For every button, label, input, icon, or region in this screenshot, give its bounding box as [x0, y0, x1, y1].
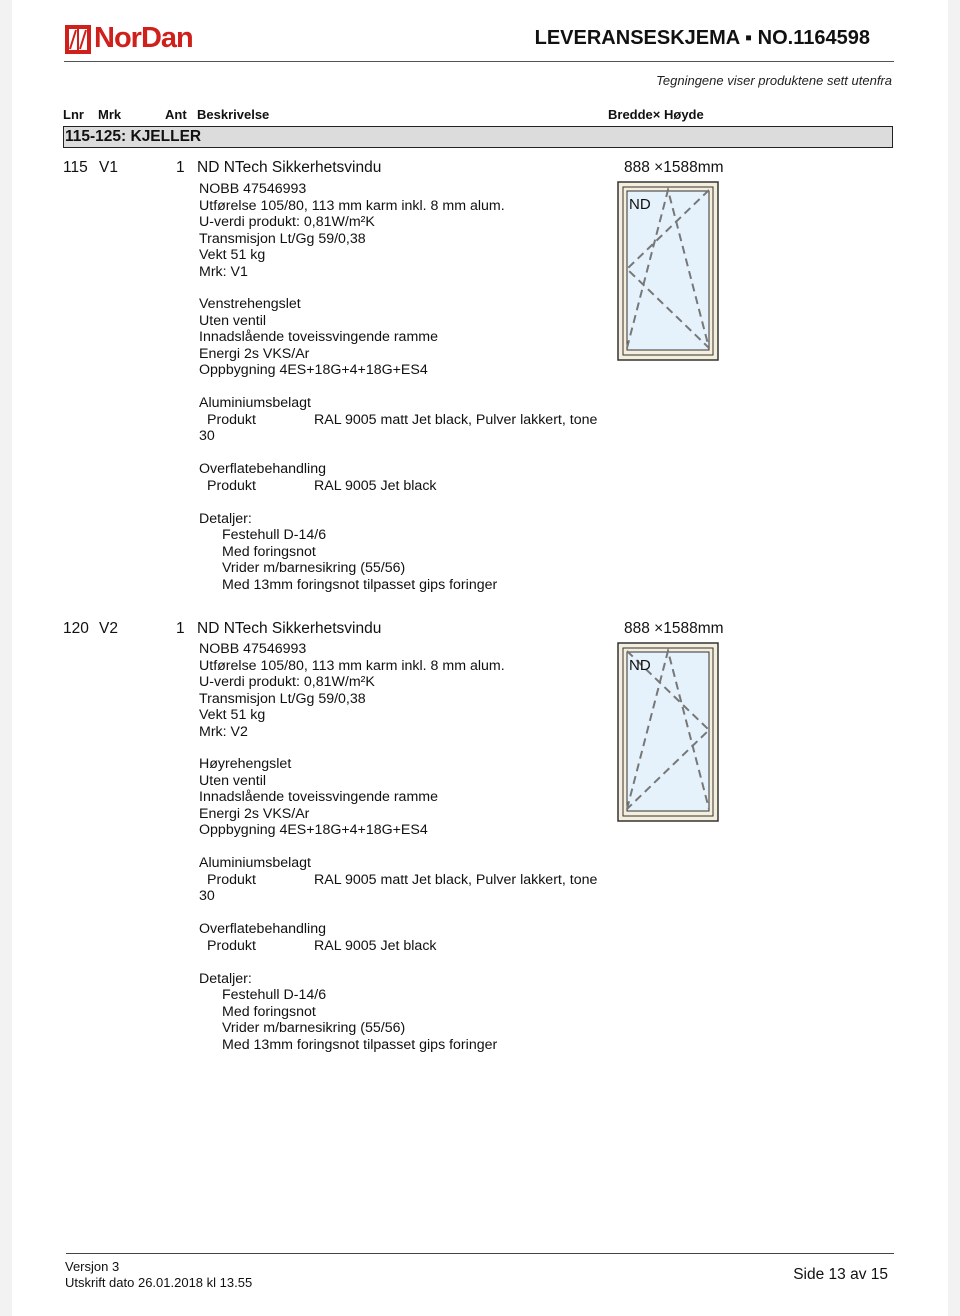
item-ant: 1 [176, 159, 185, 176]
document-page [12, 0, 948, 1316]
item-size: 888 ×1588mm [624, 620, 724, 637]
brand-name: NorDan [94, 22, 193, 54]
logo-window-icon [64, 22, 94, 56]
detail-line: Festehull D-14/6 [222, 527, 327, 543]
surface-label: Produkt [207, 938, 256, 954]
section-title: 115-125: KJELLER [65, 128, 202, 145]
surface-label: Produkt [207, 478, 256, 494]
item-lnr: 120 [63, 620, 89, 637]
nordan-logo [64, 22, 193, 56]
option-line: Høyrehengslet [199, 756, 292, 772]
option-line: Energi 2s VKS/Ar [199, 805, 310, 822]
column-header-beskrivelse: Beskrivelse [197, 107, 270, 122]
option-line: Venstrehengslet [199, 296, 301, 312]
item-specs [199, 641, 505, 741]
spec-line: Vekt 51 kg [199, 707, 266, 724]
aluminium-tone: 30 [199, 888, 215, 904]
aluminium-tone: 30 [199, 428, 215, 444]
detail-line: Med 13mm foringsnot tilpasset gips foringer [222, 576, 498, 593]
aluminium-value: RAL 9005 matt Jet black, Pulver lakkert, tone [314, 872, 598, 888]
option-line: Oppbygning 4ES+18G+4+18G+ES4 [199, 362, 428, 379]
column-header-ant: Ant [165, 107, 187, 122]
spec-line: Mrk: V1 [199, 263, 248, 280]
item-mrk: V2 [99, 620, 118, 637]
item-options [199, 756, 438, 839]
spec-line: NOBB 47546993 [199, 641, 307, 657]
window-drawing [617, 181, 719, 361]
option-line: Innadslående toveissvingende ramme [199, 329, 438, 346]
option-line: Uten ventil [199, 772, 267, 789]
spec-line: U-verdi produkt: 0,81W/m²K [199, 214, 375, 231]
item-mrk: V1 [99, 159, 118, 176]
surface-value: RAL 9005 Jet black [314, 478, 437, 494]
item-options [199, 296, 438, 379]
item-size: 888 ×1588mm [624, 159, 724, 176]
section-header [63, 126, 893, 148]
option-line: Uten ventil [199, 312, 267, 329]
spec-line: Mrk: V2 [199, 723, 248, 740]
item-name: ND NTech Sikkerhetsvindu [197, 620, 382, 637]
drawing-label: ND [629, 657, 651, 674]
window-drawing [617, 642, 719, 822]
details-list [222, 527, 497, 593]
option-line: Energi 2s VKS/Ar [199, 345, 310, 362]
detail-line: Vrider m/barnesikring (55/56) [222, 1020, 406, 1037]
spec-line: Vekt 51 kg [199, 247, 266, 264]
detail-line: Vrider m/barnesikring (55/56) [222, 560, 406, 577]
details-list [222, 987, 497, 1053]
surface-heading: Overflatebehandling [199, 921, 326, 937]
item-specs [199, 181, 505, 281]
spec-line: Transmisjon Lt/Gg 59/0,38 [199, 690, 366, 707]
document-title: LEVERANSESKJEMA ▪ NO.1164598 [534, 27, 870, 49]
item-name: ND NTech Sikkerhetsvindu [197, 159, 382, 176]
footer-divider [66, 1253, 894, 1254]
header-divider [64, 61, 894, 62]
spec-line: Utførelse 105/80, 113 mm karm inkl. 8 mm alum. [199, 657, 505, 674]
surface-heading: Overflatebehandling [199, 461, 326, 477]
aluminium-label: Produkt [207, 412, 256, 428]
window-glass [627, 652, 709, 811]
detail-line: Med foringsnot [222, 543, 316, 560]
aluminium-heading: Aluminiumsbelagt [199, 855, 311, 871]
spec-line: NOBB 47546993 [199, 181, 307, 197]
spec-line: Transmisjon Lt/Gg 59/0,38 [199, 230, 366, 247]
item-ant: 1 [176, 620, 185, 637]
option-line: Oppbygning 4ES+18G+4+18G+ES4 [199, 822, 428, 839]
spec-line: Utførelse 105/80, 113 mm karm inkl. 8 mm alum. [199, 197, 505, 214]
spec-line: U-verdi produkt: 0,81W/m²K [199, 674, 375, 691]
details-heading: Detaljer: [199, 511, 252, 527]
aluminium-heading: Aluminiumsbelagt [199, 395, 311, 411]
aluminium-label: Produkt [207, 872, 256, 888]
detail-line: Festehull D-14/6 [222, 987, 327, 1003]
drawing-note: Tegningene viser produktene sett utenfra [656, 73, 892, 88]
footer-version: Versjon 3 [65, 1259, 120, 1274]
item-lnr: 115 [63, 159, 88, 176]
page-number: Side 13 av 15 [793, 1266, 888, 1283]
surface-value: RAL 9005 Jet black [314, 938, 437, 954]
footer-print-date: Utskrift dato 26.01.2018 kl 13.55 [65, 1275, 253, 1290]
window-glass [627, 191, 709, 350]
column-header-mrk: Mrk [98, 107, 122, 122]
option-line: Innadslående toveissvingende ramme [199, 789, 438, 806]
drawing-label: ND [629, 196, 651, 213]
detail-line: Med foringsnot [222, 1003, 316, 1020]
column-header-size: Bredde× Høyde [608, 107, 704, 122]
detail-line: Med 13mm foringsnot tilpasset gips foringer [222, 1036, 498, 1053]
details-heading: Detaljer: [199, 971, 252, 987]
column-header-lnr: Lnr [63, 107, 84, 122]
aluminium-value: RAL 9005 matt Jet black, Pulver lakkert, tone [314, 412, 598, 428]
